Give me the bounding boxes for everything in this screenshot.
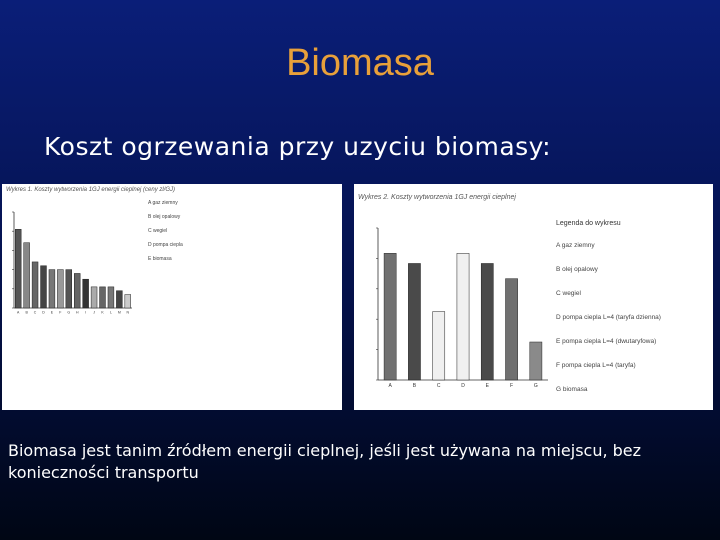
right-chart	[354, 208, 554, 408]
right-chart-tick-label-E: E	[485, 383, 489, 389]
right-chart-legend	[556, 242, 711, 402]
left-chart-bar-C	[32, 262, 38, 308]
left-chart-legend-item: E biomasa	[148, 256, 172, 262]
left-chart-bar-J	[91, 287, 97, 308]
right-chart-legend-item: F pompa ciepla L=4 (taryfa)	[556, 362, 636, 369]
right-chart-bar-B	[408, 263, 420, 380]
left-chart-bar-A	[15, 229, 21, 308]
right-chart-legend-item: D pompa ciepla L=4 (taryfa dzienna)	[556, 314, 661, 321]
left-chart-bar-G	[66, 270, 72, 308]
left-chart-tick-label-D: D	[42, 310, 45, 315]
left-chart-bar-K	[100, 287, 106, 308]
right-chart-caption: Wykres 2. Koszty wytworzenia 1GJ energii cieplnej	[358, 194, 516, 201]
right-chart-tick-label-C: C	[436, 383, 441, 389]
left-chart-legend	[148, 200, 338, 400]
left-chart-bar-B	[24, 243, 30, 308]
left-chart-tick-label-N: N	[126, 310, 130, 315]
right-chart-tick-label-B: B	[412, 383, 417, 389]
right-chart-tick-label-D: D	[461, 383, 465, 389]
left-chart-tick-label-I: I	[85, 310, 87, 315]
left-chart-tick-label-H: H	[75, 310, 79, 315]
left-chart-bar-D	[41, 266, 47, 308]
left-chart-bar-M	[116, 291, 122, 308]
left-chart-legend-item: A gaz ziemny	[148, 200, 178, 206]
right-chart-tick-label-G: G	[533, 383, 538, 389]
right-chart-bar-D	[457, 253, 469, 380]
left-chart-tick-label-M: M	[117, 310, 121, 315]
left-chart-legend-item: C wegiel	[148, 228, 168, 234]
left-chart-tick-label-F: F	[59, 310, 62, 315]
right-chart-legend-item: E pompa ciepla L=4 (dwutaryfowa)	[556, 338, 657, 345]
left-chart-tick-label-B: B	[25, 310, 28, 315]
left-chart-bar-F	[57, 270, 63, 308]
left-chart-bar-N	[125, 295, 131, 308]
right-chart-legend-item: B olej opalowy	[556, 266, 598, 273]
left-chart-tick-label-E: E	[50, 310, 54, 315]
right-legend-title: Legenda do wykresu	[556, 220, 621, 227]
left-chart-bar-I	[83, 279, 89, 308]
right-chart-legend-item: A gaz ziemny	[556, 242, 595, 249]
slide-title: Biomasa	[286, 42, 434, 84]
left-chart-tick-label-G: G	[67, 310, 71, 315]
left-chart-tick-label-L: L	[109, 310, 112, 315]
left-chart	[2, 196, 142, 326]
left-chart-legend-item: D pompa ciepla	[148, 242, 183, 248]
right-chart-legend-item: C wegiel	[556, 290, 581, 297]
right-chart-tick-label-A: A	[388, 383, 392, 389]
right-chart-bar-F	[506, 279, 518, 380]
slide-body-text: Biomasa jest tanim źródłem energii cieplnej, jeśli jest używana na miejscu, bez konieczności transportu	[8, 441, 642, 482]
left-chart-bar-L	[108, 287, 114, 308]
right-chart-bar-C	[433, 312, 445, 380]
left-chart-panel	[2, 184, 342, 410]
left-chart-legend-item: B olej opalowy	[148, 214, 181, 220]
left-chart-caption: Wykres 1. Koszty wytworzenia 1GJ energii cieplnej (ceny zl/GJ)	[6, 187, 176, 193]
left-chart-tick-label-C: C	[33, 310, 37, 315]
right-chart-bar-A	[384, 253, 396, 380]
left-chart-tick-label-J: J	[93, 310, 95, 315]
right-chart-bar-G	[530, 342, 542, 380]
right-chart-panel	[354, 184, 713, 410]
right-chart-tick-label-F: F	[510, 383, 514, 389]
right-chart-bar-E	[481, 263, 493, 380]
left-chart-bar-H	[74, 273, 80, 308]
left-chart-bar-E	[49, 270, 55, 308]
slide-subtitle: Koszt ogrzewania przy uzyciu biomasy:	[44, 132, 552, 161]
left-chart-tick-label-A: A	[17, 310, 20, 315]
left-chart-tick-label-K: K	[101, 310, 104, 315]
right-chart-legend-item: G biomasa	[556, 386, 588, 393]
